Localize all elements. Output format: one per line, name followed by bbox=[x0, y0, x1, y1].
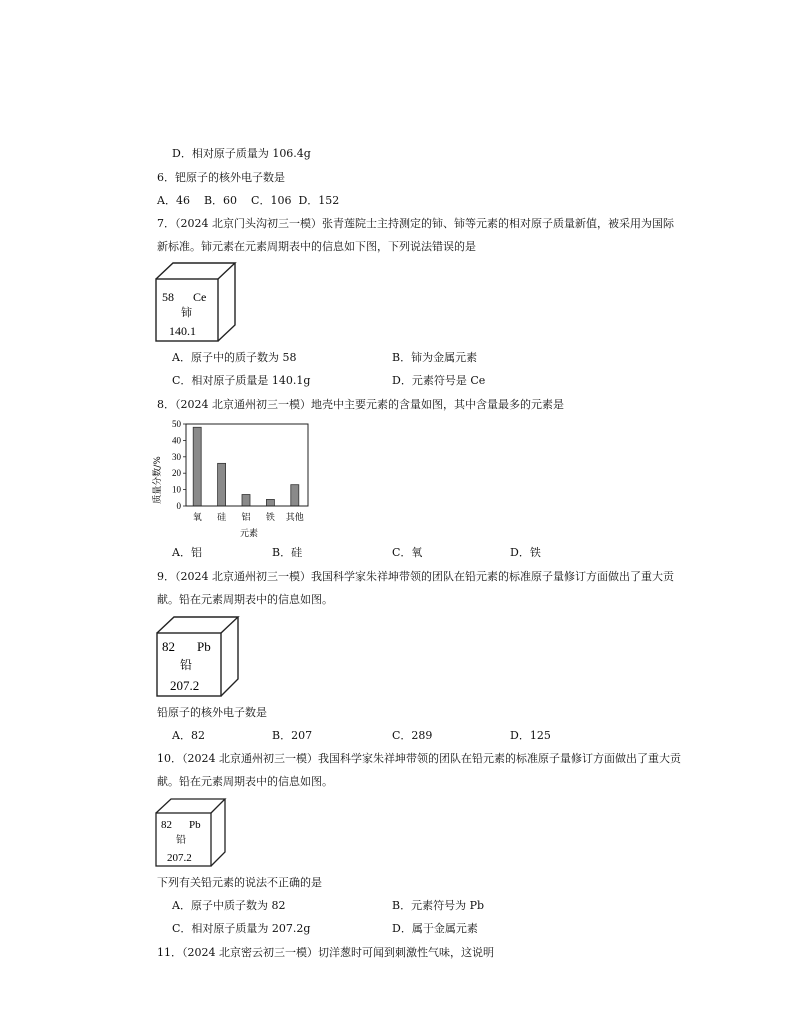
q7-element-symbol: Ce bbox=[193, 290, 207, 304]
y-tick-label: 50 bbox=[172, 419, 181, 429]
q7-element-tile bbox=[155, 262, 237, 344]
q8-option-d: D．铁 bbox=[510, 546, 541, 559]
q10-option-a: A．原子中质子数为 82 bbox=[172, 899, 286, 912]
q9-option-b: B．207 bbox=[272, 729, 313, 742]
q9-question: 铅原子的核外电子数是 bbox=[157, 706, 267, 719]
q9-stem-line2: 献。铅在元素周期表中的信息如图。 bbox=[157, 593, 333, 606]
q11-stem: 11．（2024 北京密云初三一模）切洋葱时可闻到刺激性气味，这说明 bbox=[157, 946, 494, 959]
q9-option-d: D．125 bbox=[510, 729, 551, 742]
q9-stem-line1: 9．（2024 北京通州初三一模）我国科学家朱祥坤带领的团队在铅元素的标准原子量修订方面做出了重大贡 bbox=[157, 570, 674, 583]
y-tick-label: 20 bbox=[172, 468, 181, 479]
q7-stem-line2: 新标准。铈元素在元素周期表中的信息如下图，下列说法错误的是 bbox=[157, 240, 476, 253]
q6-options bbox=[157, 194, 339, 208]
q8-option-a: A．铝 bbox=[172, 546, 202, 559]
bar-4 bbox=[291, 485, 299, 506]
q7-atomic-number: 58 bbox=[162, 290, 174, 304]
chart-ylabel: 质量分数/% bbox=[153, 456, 163, 504]
y-tick-label: 10 bbox=[172, 484, 181, 495]
q10-atomic-mass: 207.2 bbox=[167, 852, 192, 864]
q8-option-c: C．氧 bbox=[392, 546, 423, 559]
q10-element-name: 铅 bbox=[176, 835, 186, 846]
x-tick-label: 铁 bbox=[265, 513, 275, 523]
q6-option-d: D．152 bbox=[298, 194, 340, 207]
q7-element-name: 铈 bbox=[181, 306, 192, 319]
q7-option-c: C．相对原子质量是 140.1g bbox=[172, 374, 311, 387]
x-tick-label: 氧 bbox=[192, 513, 202, 523]
y-tick-label: 40 bbox=[172, 435, 181, 446]
q8-stem: 8．（2024 北京通州初三一模）地壳中主要元素的含量如图，其中含量最多的元素是 bbox=[157, 398, 564, 411]
q9-element-symbol: Pb bbox=[197, 639, 211, 654]
q10-atomic-number: 82 bbox=[161, 819, 172, 831]
q9-element-tile bbox=[156, 616, 240, 698]
x-tick-label: 铝 bbox=[241, 513, 251, 523]
q10-option-b: B．元素符号为 Pb bbox=[392, 899, 485, 912]
bar-3 bbox=[266, 499, 274, 506]
q8-option-b: B．硅 bbox=[272, 546, 303, 559]
q10-option-c: C．相对原子质量为 207.2g bbox=[172, 922, 311, 935]
bar-0 bbox=[193, 427, 201, 506]
q6-option-a: A．46 bbox=[157, 194, 190, 207]
q9-element-name: 铅 bbox=[180, 658, 193, 672]
q7-atomic-mass: 140.1 bbox=[169, 324, 196, 338]
q9-option-a: A．82 bbox=[172, 729, 205, 742]
q6-option-b: B．60 bbox=[203, 194, 238, 207]
q5-option-d: D．相对原子质量为 106.4g bbox=[172, 147, 311, 160]
bar-2 bbox=[242, 495, 250, 506]
q10-option-d: D．属于金属元素 bbox=[392, 922, 478, 935]
q10-question: 下列有关铅元素的说法不正确的是 bbox=[157, 876, 322, 889]
x-tick-label: 硅 bbox=[217, 513, 227, 523]
q6-option-c: C．106 bbox=[251, 194, 292, 207]
q9-atomic-mass: 207.2 bbox=[170, 678, 200, 693]
y-tick-label: 30 bbox=[172, 451, 181, 462]
bar-1 bbox=[218, 463, 226, 506]
q10-stem-line1: 10．（2024 北京通州初三一模）我国科学家朱祥坤带领的团队在铅元素的标准原子量修订方面做出了重大贡 bbox=[157, 752, 681, 765]
q6-stem: 6．钯原子的核外电子数是 bbox=[157, 171, 285, 184]
q9-atomic-number: 82 bbox=[162, 639, 175, 654]
crust-element-chart bbox=[150, 418, 320, 542]
q7-option-b: B．铈为金属元素 bbox=[392, 351, 478, 364]
q7-option-a: A．原子中的质子数为 58 bbox=[172, 351, 297, 364]
y-tick-label: 0 bbox=[176, 501, 181, 511]
chart-xlabel: 元素 bbox=[239, 529, 259, 539]
q7-stem-line1: 7．（2024 北京门头沟初三一模）张青莲院士主持测定的铈、铈等元素的相对原子质量新值，被采用为国际 bbox=[157, 217, 674, 230]
q10-element-symbol: Pb bbox=[189, 819, 201, 831]
q10-stem-line2: 献。铅在元素周期表中的信息如图。 bbox=[157, 775, 333, 788]
x-tick-label: 其他 bbox=[285, 513, 304, 523]
q10-element-tile bbox=[155, 798, 227, 868]
q9-option-c: C．289 bbox=[392, 729, 433, 742]
q7-option-d: D．元素符号是 Ce bbox=[392, 374, 486, 387]
